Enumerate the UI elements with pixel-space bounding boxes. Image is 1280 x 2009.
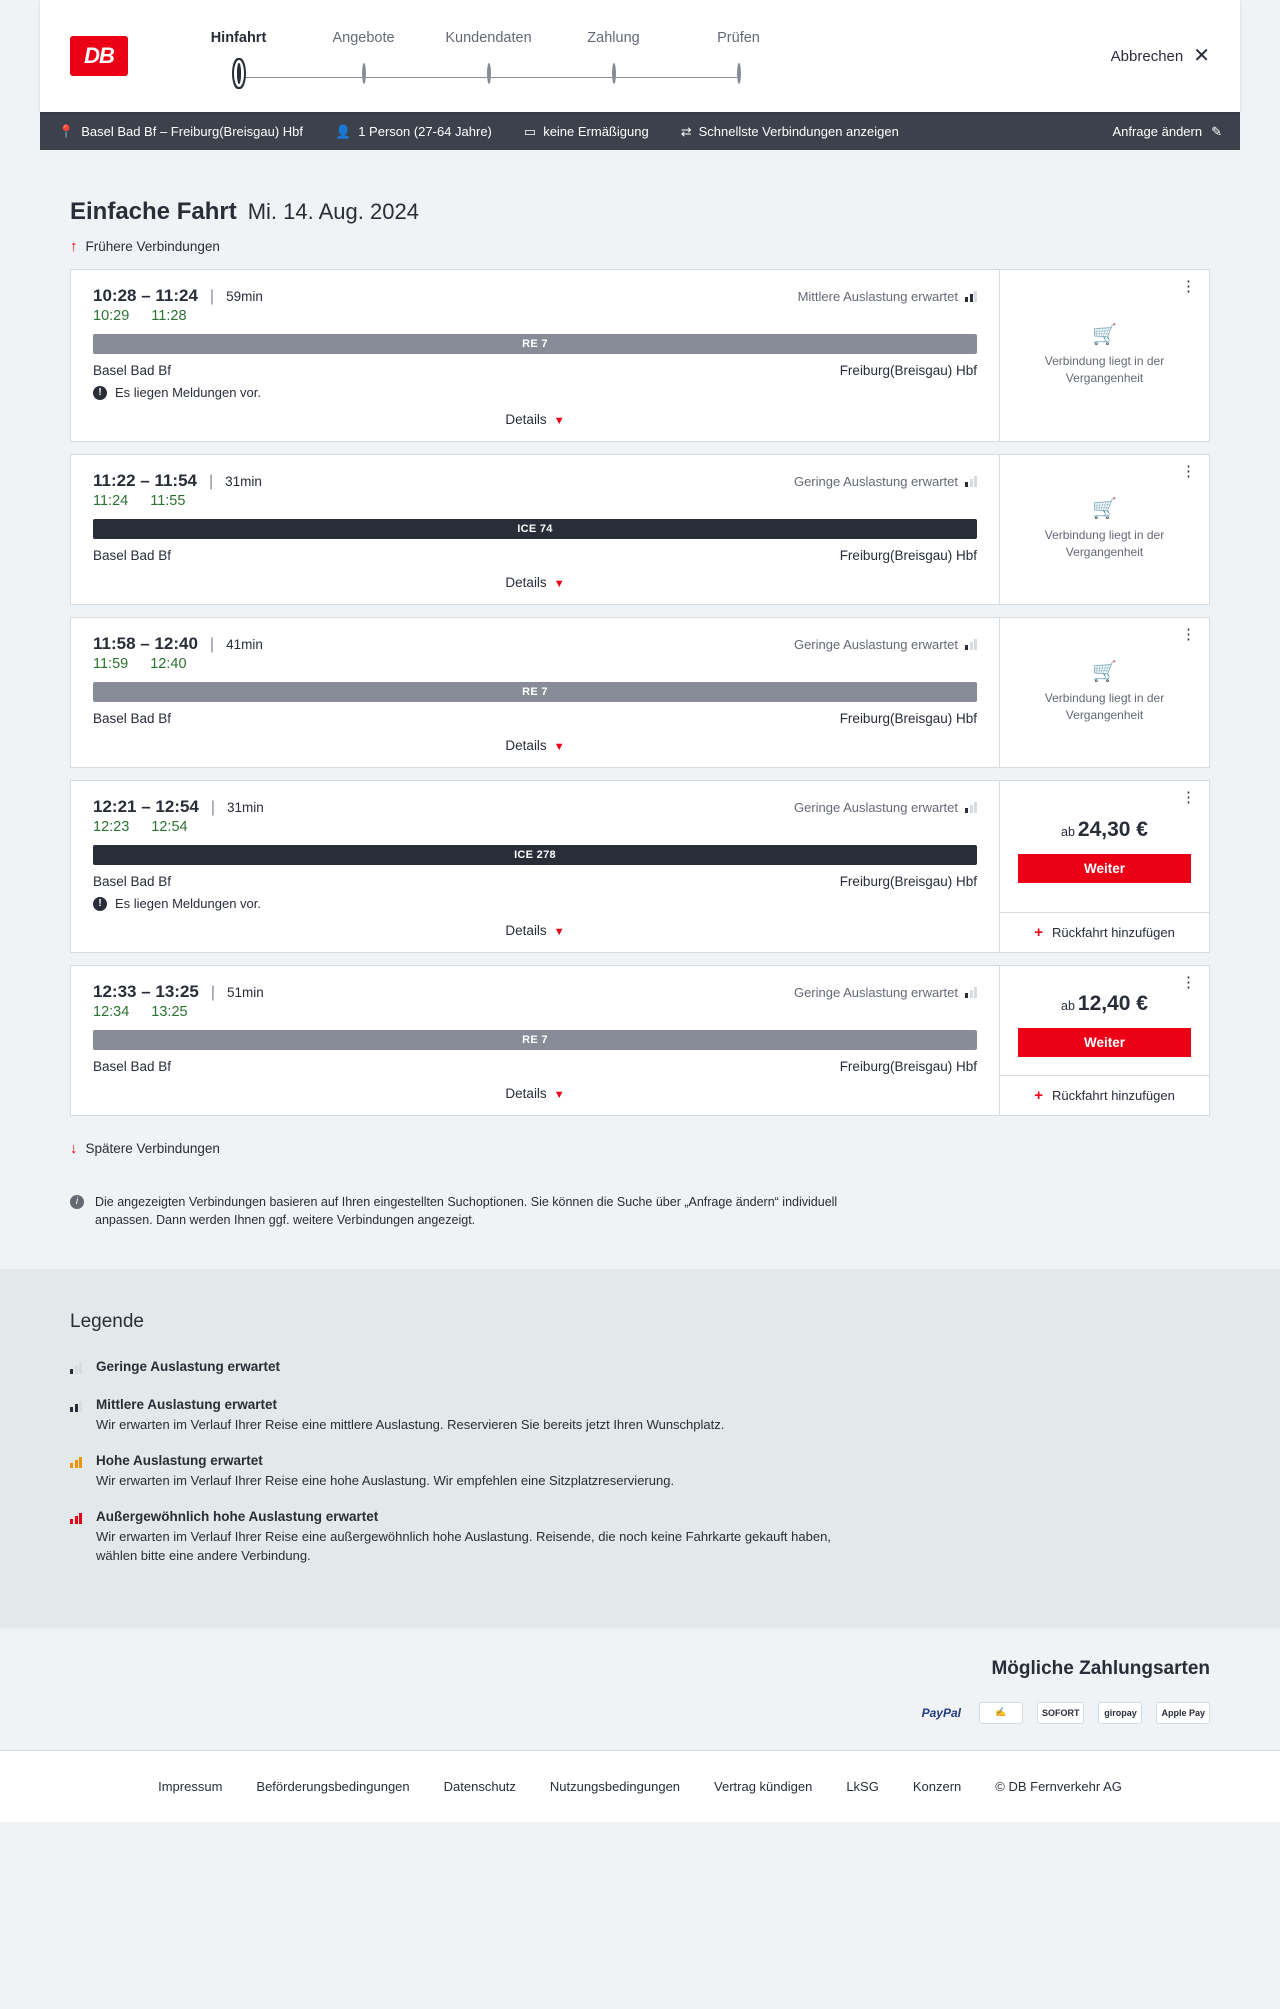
more-options-icon[interactable]: ⋮ — [1181, 463, 1197, 480]
occupancy-label: Geringe Auslastung erwartet — [793, 474, 958, 489]
details-toggle[interactable] — [93, 726, 977, 759]
continue-button[interactable]: Weiter — [1018, 854, 1191, 883]
step-angebote[interactable] — [301, 30, 426, 83]
occupancy-indicator — [794, 474, 977, 489]
legend-description: Wir erwarten im Verlauf Ihrer Reise eine mittlere Auslastung. Reservieren Sie bereits jetzt Ihren Wunschplatz. — [96, 1417, 725, 1433]
footer-link-vertrag-k-ndigen[interactable]: Vertrag kündigen — [714, 1778, 813, 1794]
footer-link-nutzungsbedingungen[interactable]: Nutzungsbedingungen — [549, 1778, 681, 1794]
legend-text — [96, 1359, 280, 1379]
connection-details — [71, 455, 999, 604]
step-label: Angebote — [332, 29, 395, 46]
occupancy-bars-icon — [70, 1401, 82, 1412]
step-prüfen[interactable] — [676, 30, 801, 83]
legend-label: Hohe Auslastung erwartet — [96, 1453, 263, 1469]
step-label: Kundendaten — [445, 29, 532, 46]
occupancy-bars-icon — [965, 291, 977, 302]
step-zahlung[interactable] — [551, 30, 676, 83]
location-pin-icon: 📍 — [58, 123, 75, 139]
results-section — [0, 198, 1280, 1269]
footer-link-konzern[interactable]: Konzern — [912, 1778, 962, 1794]
connection-details — [71, 270, 999, 441]
occupancy-bars-icon — [965, 639, 977, 650]
origin-station: Basel Bad Bf — [93, 711, 172, 726]
destination-station: Freiburg(Breisgau) Hbf — [839, 874, 977, 889]
occupancy-bars-icon — [965, 476, 977, 487]
legend-icon — [70, 1397, 82, 1435]
chevron-down-icon: ▼ — [553, 926, 565, 938]
change-request-button[interactable] — [1112, 124, 1222, 139]
connection-card — [70, 780, 1210, 953]
occupancy-label: Geringe Auslastung erwartet — [793, 637, 958, 652]
legend-description: Wir erwarten im Verlauf Ihrer Reise eine hohe Auslastung. Wir empfehlen eine Sitzplatzreservierung. — [96, 1473, 675, 1489]
booking-header — [40, 0, 1240, 112]
payment-section — [0, 1628, 1280, 1750]
time-separator: | — [209, 636, 215, 653]
past-connection-notice — [1000, 455, 1209, 604]
trip-date-label: Mi. 14. Aug. 2024 — [247, 199, 419, 224]
occupancy-label: Geringe Auslastung erwartet — [793, 985, 958, 1000]
payment-icon-apple-pay: Apple Pay — [1156, 1702, 1210, 1724]
time-separator: | — [209, 288, 215, 305]
past-connection-label: Verbindung liegt in der Vergangenheit — [1044, 353, 1165, 385]
db-logo[interactable]: DB — [70, 36, 128, 76]
plus-icon: + — [1034, 924, 1043, 941]
payment-icon-giropay: giropay — [1098, 1702, 1142, 1724]
legend-item — [70, 1509, 1210, 1566]
train-line-badge[interactable]: RE 7 — [93, 1030, 977, 1050]
past-connection-notice — [1000, 270, 1209, 441]
cart-crossed-icon: 🛒 — [1092, 497, 1117, 520]
time-separator: | — [210, 799, 216, 816]
add-return-label: Rückfahrt hinzufügen — [1051, 925, 1175, 940]
step-connector — [364, 77, 489, 78]
add-return-label: Rückfahrt hinzufügen — [1051, 1088, 1175, 1103]
disruption-message[interactable] — [93, 385, 977, 400]
occupancy-indicator — [798, 289, 977, 304]
legend-label: Außergewöhnlich hohe Auslastung erwartet — [96, 1508, 379, 1524]
earlier-connections-button[interactable] — [70, 238, 220, 255]
occupancy-bars-icon — [965, 987, 977, 998]
legend-icon — [70, 1359, 82, 1379]
time-separator: | — [210, 984, 216, 1001]
step-label: Hinfahrt — [210, 29, 267, 46]
destination-station: Freiburg(Breisgau) Hbf — [839, 711, 977, 726]
connection-duration: 31min — [225, 474, 262, 489]
step-connector — [614, 77, 739, 78]
payment-method-list — [0, 1702, 1210, 1724]
connection-action-panel — [999, 270, 1209, 441]
price-value: ab 24,30 € — [1061, 818, 1148, 841]
connection-card — [70, 965, 1210, 1116]
step-label: Zahlung — [587, 29, 640, 46]
actual-arrival-time: 13:25 — [151, 1004, 188, 1020]
more-options-icon[interactable]: ⋮ — [1181, 974, 1197, 991]
checkout-stepper — [176, 30, 801, 83]
details-label: Details — [505, 575, 547, 590]
actual-arrival-time: 12:40 — [150, 656, 187, 672]
connection-duration: 41min — [226, 637, 263, 652]
trip-type-label: Einfache Fahrt — [70, 198, 237, 225]
more-options-icon[interactable]: ⋮ — [1181, 278, 1197, 295]
occupancy-bars-icon — [70, 1513, 82, 1524]
origin-station: Basel Bad Bf — [93, 363, 172, 378]
legend-icon — [70, 1509, 82, 1566]
disruption-message[interactable] — [93, 896, 977, 911]
chevron-down-icon: ▼ — [553, 741, 565, 753]
swap-icon: ⇄ — [680, 123, 692, 139]
connection-time-range: 10:28 – 11:24 — [93, 286, 198, 305]
summary-discount — [508, 124, 665, 139]
origin-station: Basel Bad Bf — [93, 874, 172, 889]
legend-item — [70, 1359, 1210, 1379]
details-label: Details — [505, 1086, 547, 1101]
connection-action-panel — [999, 781, 1209, 952]
connection-duration: 51min — [227, 985, 264, 1000]
details-toggle[interactable] — [93, 563, 977, 596]
step-dot-icon — [487, 63, 491, 84]
connection-card — [70, 269, 1210, 442]
occupancy-label: Mittlere Auslastung erwartet — [797, 289, 958, 304]
price-area — [1000, 781, 1209, 912]
footer-link-bef-rderungsbedingungen[interactable]: Beförderungsbedingungen — [256, 1778, 410, 1794]
legend-item — [70, 1453, 1210, 1491]
cart-crossed-icon: 🛒 — [1092, 323, 1117, 346]
cancel-button[interactable] — [1111, 46, 1210, 66]
search-summary-bar — [40, 112, 1240, 150]
details-label: Details — [505, 738, 547, 753]
pencil-icon: ✎ — [1211, 123, 1222, 139]
step-connector — [239, 77, 364, 78]
footer-links — [0, 1779, 1280, 1794]
disruption-message-label: Es liegen Meldungen vor. — [115, 385, 261, 400]
past-connection-notice — [1000, 618, 1209, 767]
legend-text — [96, 1397, 724, 1435]
step-hinfahrt[interactable] — [176, 30, 301, 83]
actual-arrival-time: 11:55 — [150, 493, 186, 509]
page-title — [70, 198, 1210, 226]
payment-icon-paypal: PayPal — [921, 1705, 961, 1720]
footer-copyright: © DB Fernverkehr AG — [995, 1778, 1122, 1794]
plus-icon: + — [1034, 1087, 1043, 1104]
connection-details — [71, 618, 999, 767]
more-options-icon[interactable]: ⋮ — [1181, 626, 1197, 643]
step-label: Prüfen — [717, 29, 760, 46]
connection-action-panel — [999, 455, 1209, 604]
chevron-down-icon: ▼ — [553, 578, 565, 590]
legend-text — [96, 1509, 856, 1566]
payment-icon-sofort: SOFORT — [1037, 1702, 1085, 1724]
add-return-trip-button[interactable] — [1000, 1075, 1209, 1115]
occupancy-bars-icon — [70, 1363, 82, 1374]
legend-text — [96, 1453, 674, 1491]
connection-time-range: 11:58 – 12:40 — [93, 634, 198, 653]
exclamation-icon: ! — [93, 897, 107, 911]
train-line-badge[interactable]: ICE 74 — [93, 519, 977, 539]
disruption-message-label: Es liegen Meldungen vor. — [115, 896, 261, 911]
chevron-down-icon: ▼ — [553, 415, 565, 427]
details-label: Details — [505, 923, 547, 938]
payment-icon-lastschrift: ✍ — [979, 1702, 1023, 1724]
actual-arrival-time: 12:54 — [151, 819, 188, 835]
cart-crossed-icon: 🛒 — [1092, 660, 1117, 683]
price-area — [1000, 966, 1209, 1075]
connection-action-panel — [999, 618, 1209, 767]
later-connections-button[interactable] — [70, 1140, 220, 1157]
legend-title: Legende — [70, 1311, 144, 1333]
connection-action-panel — [999, 966, 1209, 1115]
legend-description: Wir erwarten im Verlauf Ihrer Reise eine außergewöhnlich hohe Auslastung. Reisende, die noch keine Fahrkarte gekauft haben, wählen bitte eine andere Verbindung. — [96, 1528, 831, 1563]
earlier-connections-label: ↑ Frühere Verbindungen — [85, 239, 220, 254]
train-line-badge[interactable]: RE 7 — [93, 682, 977, 702]
details-toggle[interactable] — [93, 400, 977, 433]
train-line-badge[interactable]: ICE 278 — [93, 845, 977, 865]
destination-station: Freiburg(Breisgau) Hbf — [839, 363, 977, 378]
past-connection-label: Verbindung liegt in der Vergangenheit — [1044, 690, 1165, 722]
footer-link-datenschutz[interactable]: Datenschutz — [443, 1778, 516, 1794]
add-return-trip-button[interactable] — [1000, 912, 1209, 952]
connection-card — [70, 617, 1210, 768]
occupancy-bars-icon — [70, 1457, 82, 1468]
info-icon: i — [70, 1195, 84, 1209]
connection-time-range: 11:22 – 11:54 — [93, 471, 197, 490]
destination-station: Freiburg(Breisgau) Hbf — [839, 548, 977, 563]
search-note — [70, 1193, 850, 1229]
legend-item — [70, 1397, 1210, 1435]
summary-passengers — [319, 124, 508, 139]
destination-station: Freiburg(Breisgau) Hbf — [839, 1059, 977, 1074]
step-dot-icon — [237, 63, 241, 84]
summary-option — [665, 124, 915, 139]
actual-arrival-time: 11:28 — [151, 308, 187, 324]
connection-list — [70, 269, 1210, 1116]
legend-label: Mittlere Auslastung erwartet — [96, 1397, 278, 1413]
legend-label: Geringe Auslastung erwartet — [96, 1359, 281, 1375]
step-dot-icon — [612, 63, 616, 84]
cancel-label: Abbrechen — [1110, 47, 1184, 65]
actual-departure-time: 10:29 — [93, 308, 130, 324]
later-connections-label: ↓ Spätere Verbindungen — [85, 1141, 220, 1156]
price-prefix: ab — [1061, 999, 1075, 1013]
summary-discount-label: keine Ermäßigung — [543, 123, 649, 139]
step-dot-icon — [737, 63, 741, 84]
footer-link-impressum[interactable]: Impressum — [158, 1778, 223, 1794]
continue-button[interactable]: Weiter — [1018, 1028, 1191, 1057]
actual-departure-time: 12:34 — [93, 1004, 130, 1020]
occupancy-indicator — [794, 637, 977, 652]
price-prefix: ab — [1061, 825, 1075, 839]
connection-details — [71, 966, 999, 1115]
chevron-down-icon: ▼ — [553, 1089, 565, 1101]
card-icon: ▭ — [523, 123, 537, 139]
step-connector — [489, 77, 614, 78]
exclamation-icon: ! — [93, 386, 107, 400]
page-footer — [0, 1750, 1280, 1822]
actual-departure-time: 11:59 — [93, 656, 129, 672]
summary-option-label: Schnellste Verbindungen anzeigen — [698, 123, 899, 139]
details-label: Details — [505, 412, 547, 427]
step-kundendaten[interactable] — [426, 30, 551, 83]
details-toggle[interactable] — [93, 1074, 977, 1107]
summary-passengers-label: 1 Person (27-64 Jahre) — [358, 123, 492, 139]
legend-list — [70, 1359, 1210, 1565]
train-line-badge[interactable]: RE 7 — [93, 334, 977, 354]
origin-station: Basel Bad Bf — [93, 548, 172, 563]
actual-departure-time: 12:23 — [93, 819, 130, 835]
payment-title: Mögliche Zahlungsarten — [991, 1657, 1210, 1679]
connection-details — [71, 781, 999, 952]
occupancy-indicator — [794, 985, 977, 1000]
time-separator: | — [208, 473, 214, 490]
actual-departure-time: 11:24 — [93, 493, 129, 509]
close-icon: ✕ — [1193, 45, 1210, 67]
connection-duration: 31min — [227, 800, 264, 815]
change-request-label: Anfrage ändern — [1112, 123, 1203, 139]
summary-route — [58, 124, 319, 139]
step-dot-icon — [362, 63, 366, 84]
occupancy-indicator — [794, 800, 977, 815]
legend-section — [0, 1269, 1280, 1627]
connection-time-range: 12:33 – 13:25 — [93, 982, 199, 1001]
occupancy-label: Geringe Auslastung erwartet — [793, 800, 958, 815]
past-connection-label: Verbindung liegt in der Vergangenheit — [1044, 527, 1165, 559]
details-toggle[interactable] — [93, 911, 977, 944]
price-value: ab 12,40 € — [1061, 992, 1148, 1015]
person-icon: 👤 — [335, 123, 352, 139]
footer-link-lksg[interactable]: LkSG — [846, 1778, 879, 1794]
connection-card — [70, 454, 1210, 605]
occupancy-bars-icon — [965, 802, 977, 813]
more-options-icon[interactable]: ⋮ — [1181, 789, 1197, 806]
summary-route-label: Basel Bad Bf – Freiburg(Breisgau) Hbf — [81, 123, 304, 139]
search-note-text: Die angezeigten Verbindungen basieren auf Ihren eingestellten Suchoptionen. Sie können die Suche über „Anfrage ändern“ individuell anpassen. Dann werden Ihnen ggf. weitere Verbindungen angezeigt. — [95, 1195, 838, 1228]
connection-time-range: 12:21 – 12:54 — [93, 797, 199, 816]
connection-duration: 59min — [226, 289, 263, 304]
legend-icon — [70, 1453, 82, 1491]
origin-station: Basel Bad Bf — [93, 1059, 172, 1074]
